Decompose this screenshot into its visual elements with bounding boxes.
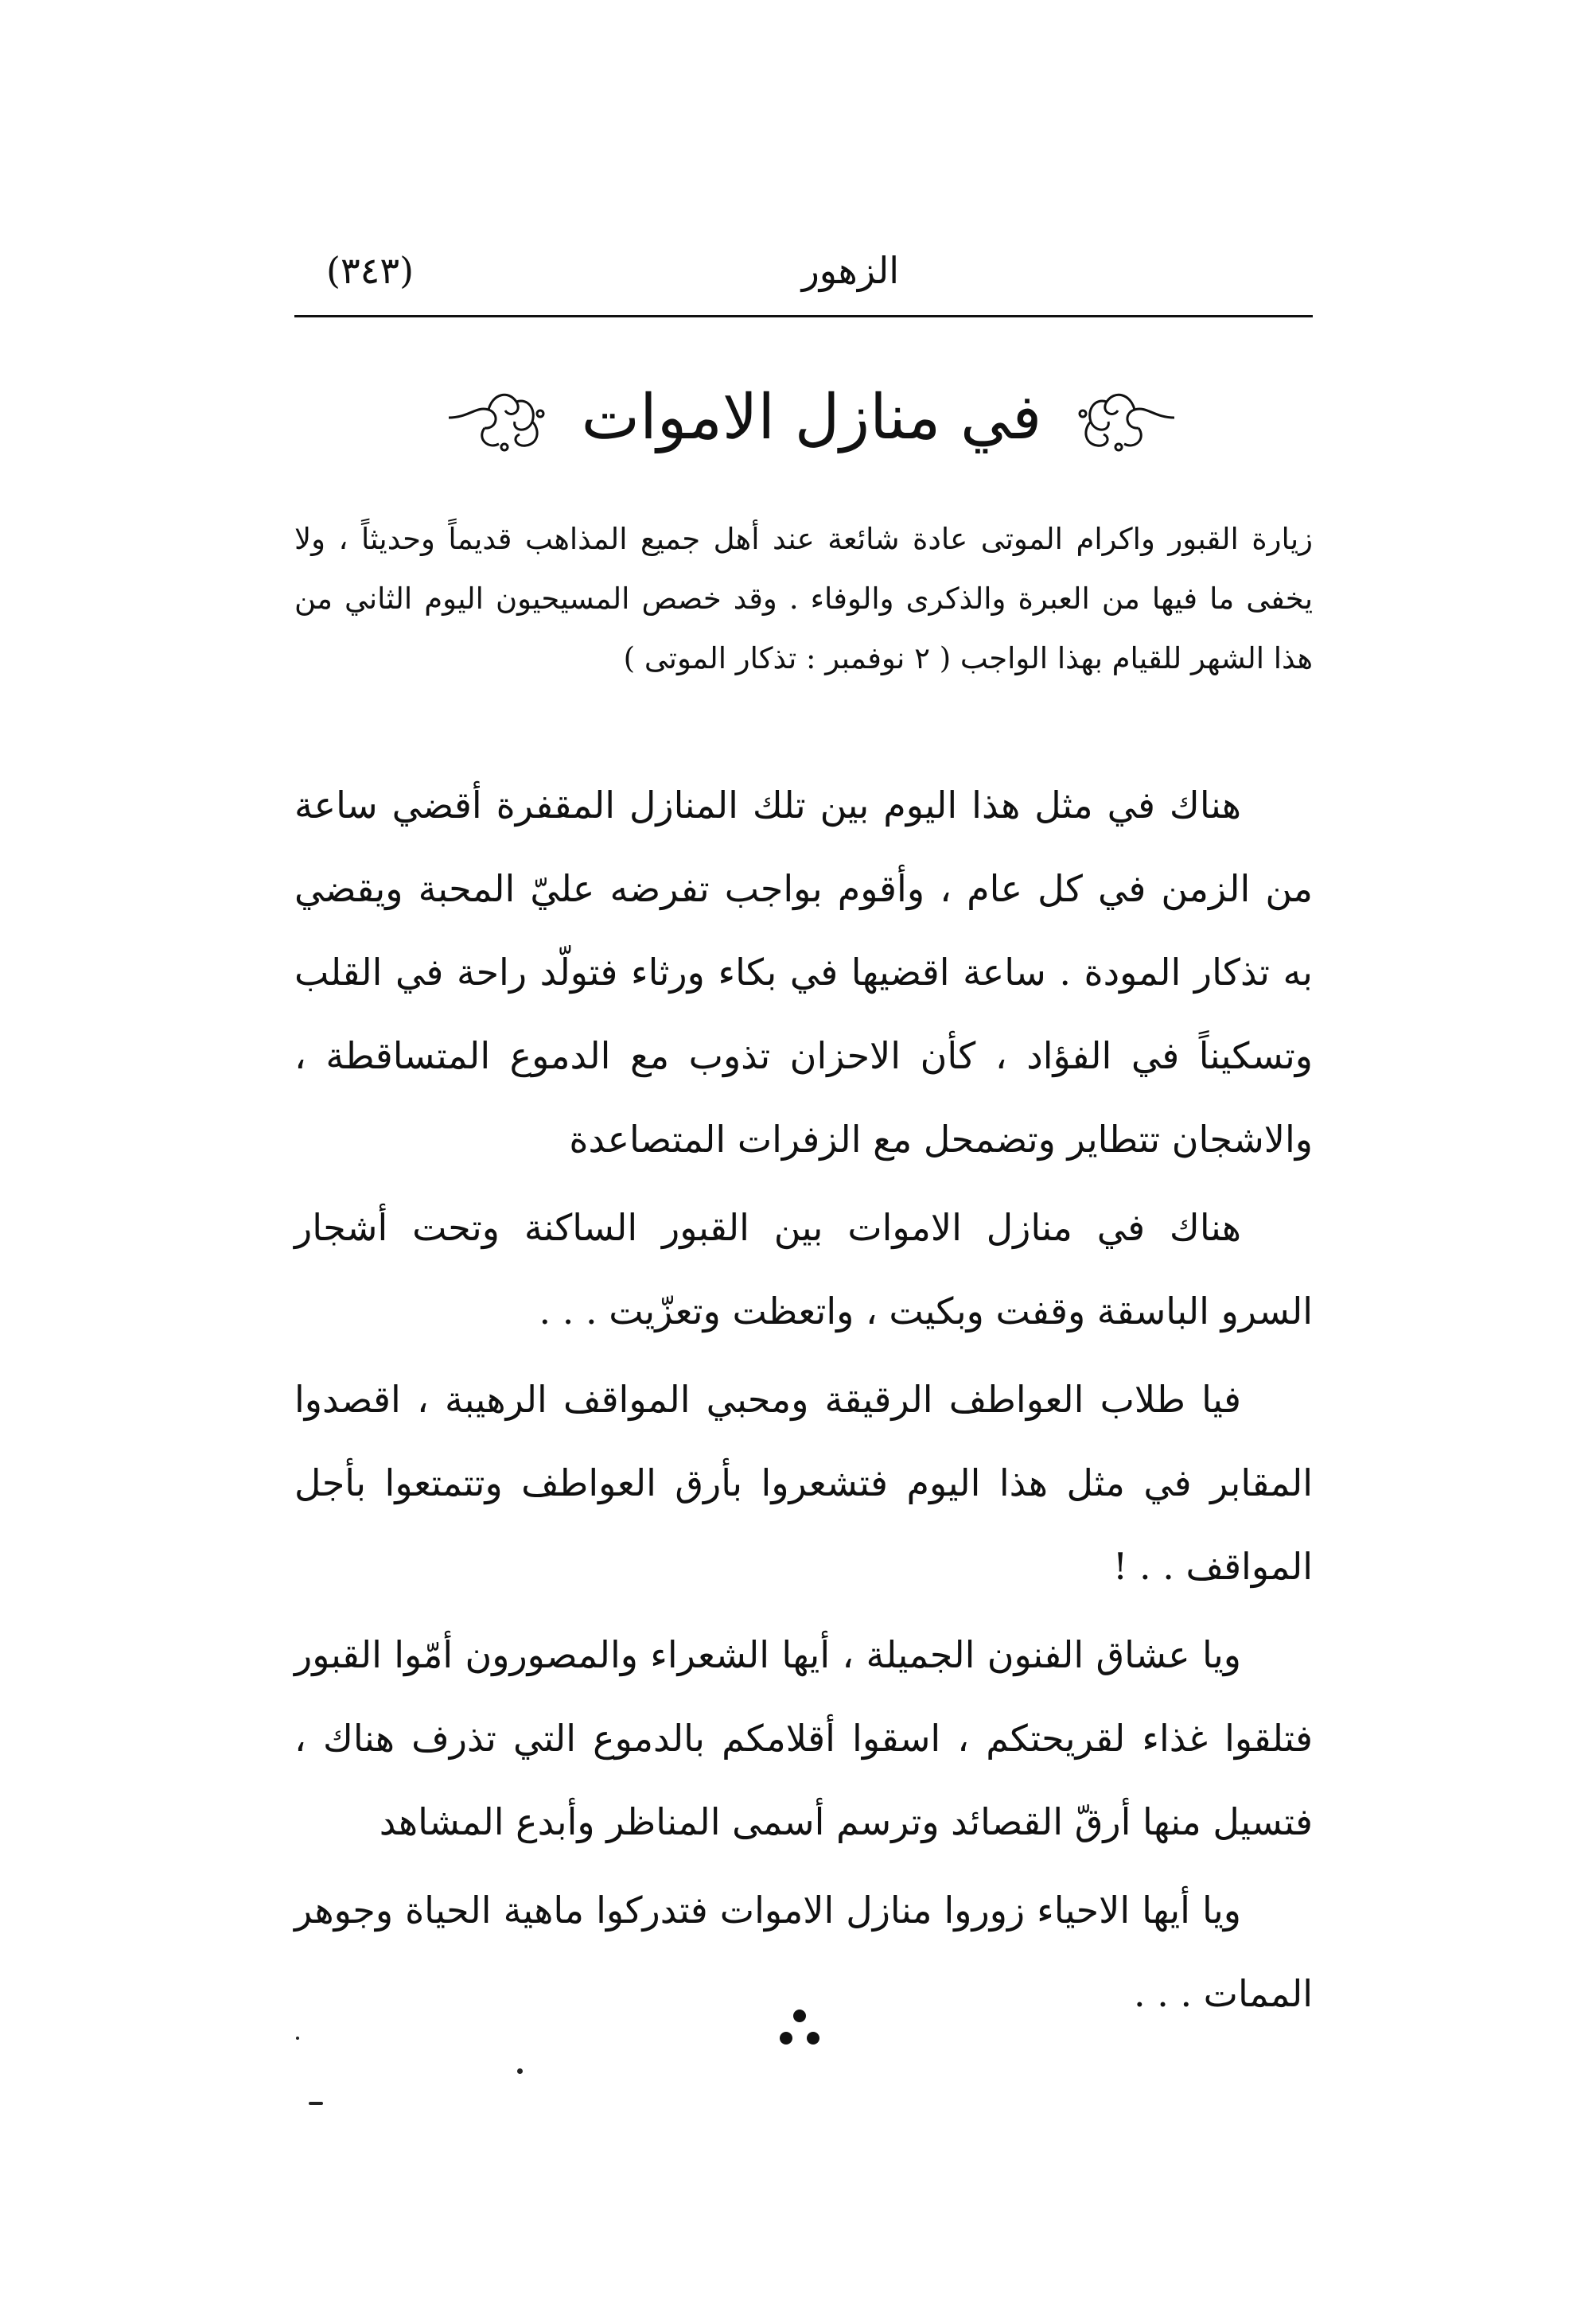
paragraph: هناك في مثل هذا اليوم بين تلك المنازل المقفرة أقضي ساعة من الزمن في كل عام ، وأقوم بواجب تفرضه عليّ المحبة ويقضي به تذكار المودة . ساعة اقضيها في بكاء ورثاء فتولّد راحة في القلب وتسكيناً في الفؤاد ، كأن الاحزان تذوب مع الدموع المتساقطة ، والاشجان تتطاير وتضمحل مع الزفرات المتصاعدة: [294, 784, 1313, 1161]
running-title: الزهور: [801, 249, 899, 292]
article-title-row: [446, 358, 1178, 477]
left-floral-ornament-icon: [445, 374, 564, 461]
three-dot-ornament-icon: [772, 2005, 827, 2052]
running-header: [294, 239, 1313, 302]
paragraph: ويا أيها الاحياء زوروا منازل الاموات فتدركوا ماهية الحياة وجوهر الممات . . .: [294, 1889, 1313, 2015]
article-title: في منازل الاموات: [581, 382, 1042, 453]
page-number: (٣٤٣): [326, 249, 415, 292]
intro-note: [294, 509, 1313, 688]
header-rule: [294, 315, 1313, 317]
paragraph: فيا طلاب العواطف الرقيقة ومحبي المواقف الرهيبة ، اقصدوا المقابر في مثل هذا اليوم فتشعروا بأرق العواطف وتتمتعوا بأجل المواقف . . !: [294, 1378, 1313, 1588]
paragraph: ويا عشاق الفنون الجميلة ، أيها الشعراء والمصورون أمّوا القبور فتلقوا غذاء لقريحتكم ، اسقوا أقلامكم بالدموع التي تذرف هناك ، فتسيل منها أرقّ القصائد وترسم أسمى المناظر وأبدع المشاهد: [294, 1633, 1313, 1843]
article-body: [294, 764, 1313, 2036]
right-floral-ornament-icon: [1059, 374, 1178, 461]
scan-speck: [296, 2037, 299, 2040]
scan-speck: [309, 2102, 323, 2105]
intro-paragraph: زيارة القبور واكرام الموتى عادة شائعة عند أهل جميع المذاهب قديماً وحديثاً ، ولا يخفى ما فيها من العبرة والذكرى والوفاء . وقد خصص المسيحيون اليوم الثاني من هذا الشهر للقيام بهذا الواجب ( ٢ نوفمبر : تذكار الموتى ): [294, 522, 1313, 675]
paragraph: هناك في منازل الاموات بين القبور الساكنة وتحت أشجار السرو الباسقة وقفت وبكيت ، واتعظت وتعزّيت . . .: [294, 1206, 1313, 1333]
scan-speck: [517, 2068, 523, 2074]
